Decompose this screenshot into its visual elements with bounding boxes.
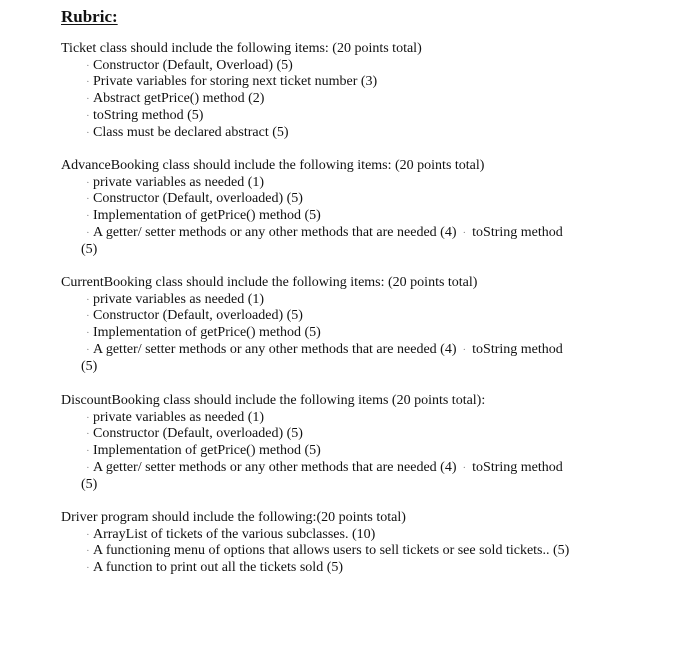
bullet-icon: · (462, 461, 467, 474)
list-item: · A getter/ setter methods or any other methods that are needed (4) · toString method (86, 224, 563, 240)
bullet-icon: · (86, 176, 90, 189)
bullet-icon: · (86, 59, 90, 72)
list-item: · Class must be declared abstract (5) (86, 124, 289, 140)
bullet-icon: · (86, 310, 90, 323)
bullet-icon: · (86, 327, 90, 340)
rubric-title: Rubric: (61, 7, 118, 26)
bullet-icon: · (86, 461, 90, 474)
bullet-icon: · (86, 210, 90, 223)
list-item: · private variables as needed (1) (86, 409, 265, 425)
driver-section (61, 510, 621, 577)
bullet-icon: · (462, 343, 467, 356)
tostring-item: toString method (472, 224, 563, 240)
advance-booking-section (61, 158, 621, 258)
tostring-item: toString method (472, 341, 563, 357)
list-item: · private variables as needed (1) (86, 291, 265, 307)
tostring-item: toString method (472, 459, 563, 475)
bullet-icon: · (86, 428, 90, 441)
bullet-icon: · (86, 226, 90, 239)
bullet-icon: · (462, 226, 467, 239)
item-wrap: (5) (81, 476, 98, 492)
item-wrap: (5) (81, 241, 98, 257)
list-item: · Implementation of getPrice() method (5) (86, 208, 321, 224)
list-item: · Private variables for storing next ticket number (3) (86, 74, 378, 90)
item-wrap: (5) (81, 358, 98, 374)
bullet-icon: · (86, 343, 90, 356)
discount-booking-heading: DiscountBooking class should include the following items (20 points total): (61, 393, 486, 408)
current-booking-heading: CurrentBooking class should include the following items: (20 points total) (61, 275, 478, 290)
discount-booking-section (61, 393, 621, 493)
bullet-icon: · (86, 293, 90, 306)
list-item: · Constructor (Default, overloaded) (5) (86, 191, 303, 207)
current-booking-section (61, 275, 621, 375)
bullet-icon: · (86, 193, 90, 206)
bullet-icon: · (86, 93, 90, 106)
list-item: · Implementation of getPrice() method (5) (86, 443, 321, 459)
bullet-icon: · (86, 528, 90, 541)
bullet-icon: · (86, 126, 90, 139)
bullet-icon: · (86, 109, 90, 122)
list-item: · Abstract getPrice() method (2) (86, 91, 265, 107)
list-item: · A getter/ setter methods or any other methods that are needed (4) · toString method (86, 459, 563, 475)
bullet-icon: · (86, 562, 90, 575)
bullet-icon: · (86, 545, 90, 558)
ticket-heading: Ticket class should include the following items: (20 points total) (61, 41, 422, 56)
list-item: · A functioning menu of options that allows users to sell tickets or see sold tickets.. (5) (86, 543, 570, 559)
list-item: · A getter/ setter methods or any other methods that are needed (4) · toString method (86, 341, 563, 357)
advance-booking-heading: AdvanceBooking class should include the following items: (20 points total) (61, 158, 485, 173)
list-item: · Constructor (Default, overloaded) (5) (86, 308, 303, 324)
list-item: · Constructor (Default, overloaded) (5) (86, 426, 303, 442)
ticket-section (61, 41, 621, 141)
bullet-icon: · (86, 411, 90, 424)
list-item: · Implementation of getPrice() method (5) (86, 325, 321, 341)
driver-heading: Driver program should include the following:(20 points total) (61, 510, 406, 525)
list-item: · A function to print out all the tickets sold (5) (86, 560, 344, 576)
list-item: · private variables as needed (1) (86, 174, 265, 190)
bullet-icon: · (86, 76, 90, 89)
list-item: · toString method (5) (86, 107, 204, 123)
list-item: · ArrayList of tickets of the various subclasses. (10) (86, 526, 376, 542)
bullet-icon: · (86, 445, 90, 458)
list-item: · Constructor (Default, Overload) (5) (86, 57, 293, 73)
